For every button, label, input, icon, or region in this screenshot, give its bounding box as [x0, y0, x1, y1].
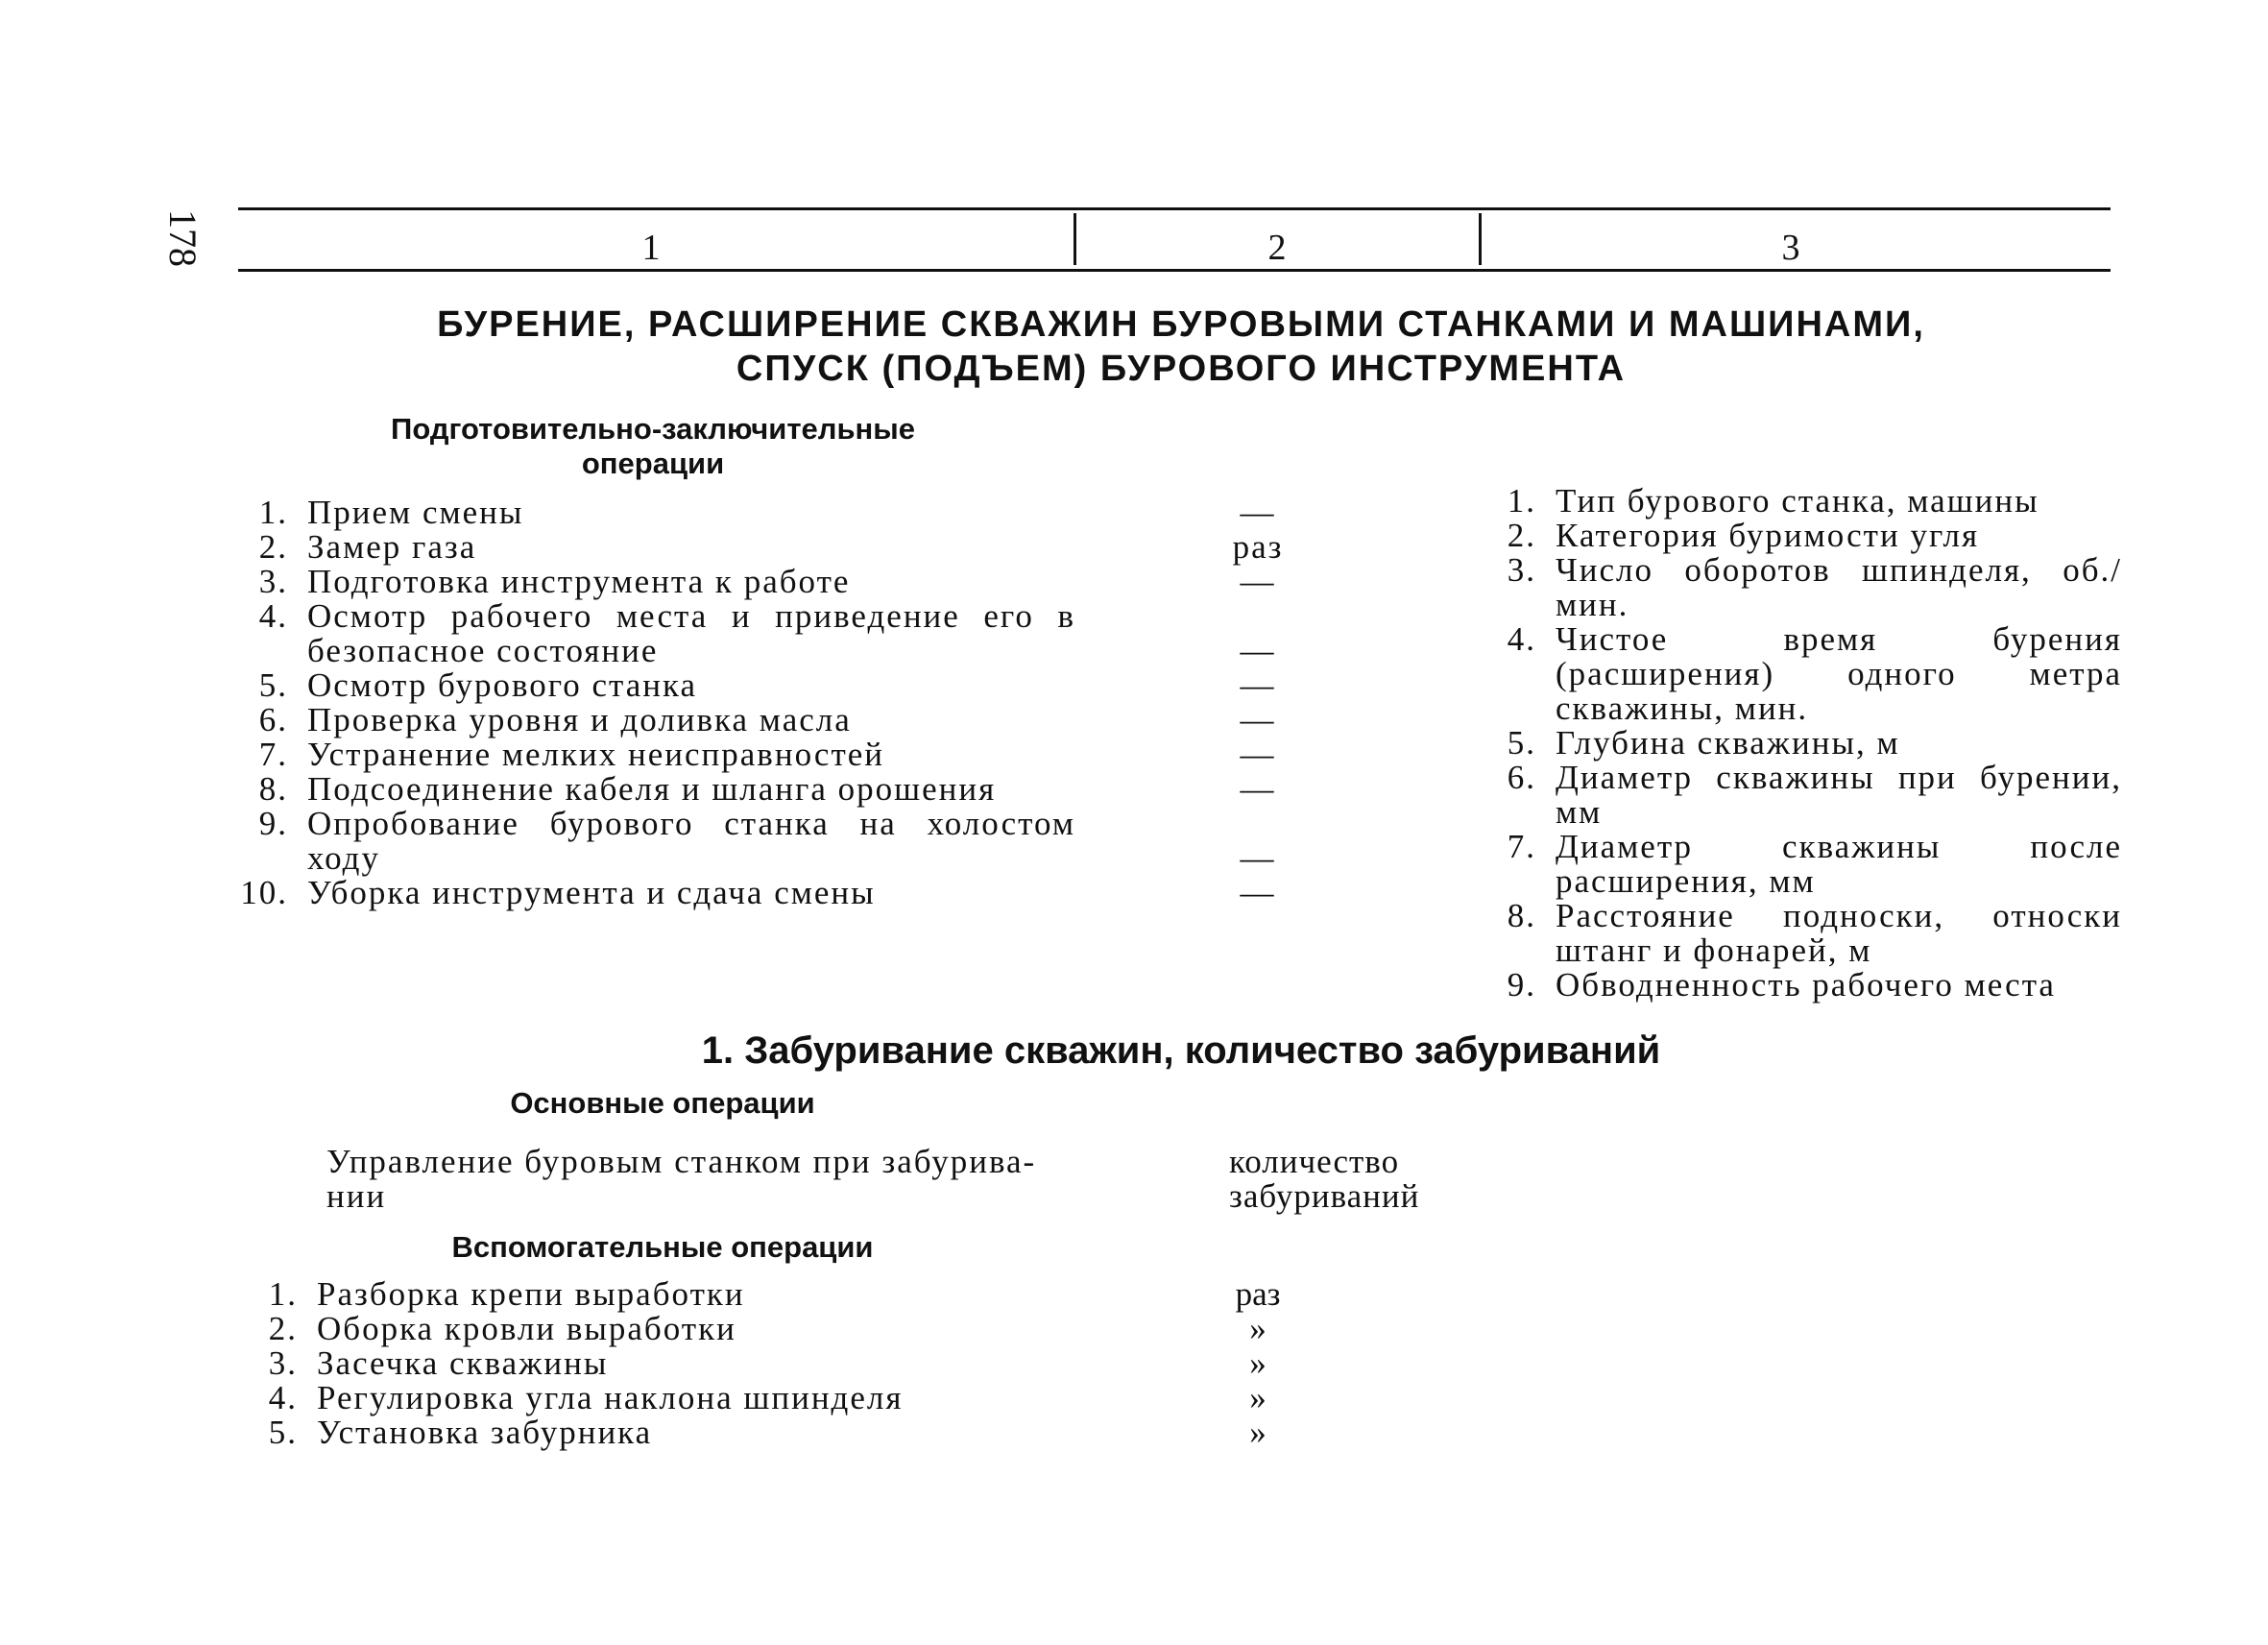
- item-number: 9.: [258, 805, 288, 842]
- item-text: Опробование бурового станка на холостом ходу: [307, 805, 1075, 877]
- item-text: Прием смены: [307, 494, 524, 531]
- aux-units-list: [1219, 1277, 1296, 1450]
- item-number: 3.: [1507, 551, 1536, 589]
- factors-list: [1479, 484, 2122, 1003]
- item-number: 3.: [258, 563, 288, 600]
- header-divider-1: [1074, 213, 1076, 265]
- list-item: [230, 738, 1075, 772]
- list-item: [1479, 830, 2122, 899]
- item-number: 5.: [1507, 724, 1536, 762]
- list-item: [230, 703, 1075, 738]
- list-item: [240, 1312, 1104, 1346]
- header-divider-2: [1479, 213, 1482, 265]
- item-text: Проверка уровня и доливка масла: [307, 701, 852, 738]
- item-text: Оборка кровли выработки: [317, 1310, 736, 1347]
- list-item: [240, 1277, 1104, 1312]
- item-number: 2.: [1507, 517, 1536, 554]
- item-text: Тип бурового станка, машины: [1556, 482, 2039, 520]
- item-number: 8.: [258, 770, 288, 808]
- aux-unit: раз: [1235, 1275, 1281, 1313]
- item-number: 1.: [258, 494, 288, 531]
- item-text: Число оборотов шпинделя, об./мин.: [1556, 551, 2122, 623]
- item-text: Осмотр бурового станка: [307, 666, 697, 704]
- item-number: 7.: [258, 736, 288, 773]
- item-text: Расстояние подноски, относки штанг и фонарей, м: [1556, 897, 2122, 969]
- item-text: Замер газа: [307, 528, 477, 566]
- main-title-line-1: БУРЕНИЕ, РАСШИРЕНИЕ СКВАЖИН БУРОВЫМИ СТАНКАМИ И МАШИНАМИ,: [437, 304, 1925, 345]
- item-text: Установка забурника: [317, 1414, 653, 1451]
- item-number: 2.: [268, 1310, 298, 1347]
- section-1-title: 1. Забуривание скважин, количество забуриваний: [701, 1029, 1661, 1072]
- aux-unit: »: [1249, 1379, 1267, 1416]
- item-text: Уборка инструмента и сдача смены: [307, 874, 876, 911]
- item-number: 4.: [258, 597, 288, 635]
- item-number: 10.: [240, 874, 288, 911]
- item-number: 8.: [1507, 897, 1536, 934]
- item-number: 3.: [268, 1344, 298, 1382]
- page-number: 178: [161, 209, 205, 267]
- item-number: 4.: [1507, 620, 1536, 658]
- prep-unit-6: —: [1240, 701, 1276, 738]
- prep-unit-8: —: [1240, 770, 1276, 808]
- list-item: [1479, 519, 2122, 553]
- item-number: 7.: [1507, 828, 1536, 865]
- item-text: Подсоединение кабеля и шланга орошения: [307, 770, 997, 808]
- main-title-line-2: СПУСК (ПОДЪЕМ) БУРОВОГО ИНСТРУМЕНТА: [736, 349, 1627, 389]
- aux-operations-heading: Вспомогательные операции: [451, 1230, 874, 1264]
- item-text: Обводненность рабочего места: [1556, 966, 2056, 1004]
- aux-unit: »: [1249, 1344, 1267, 1382]
- list-item: [1479, 553, 2122, 622]
- prep-operations-list: [230, 496, 1075, 910]
- list-item: [1479, 726, 2122, 761]
- prep-unit-9: —: [1240, 839, 1276, 877]
- list-item: [230, 772, 1075, 807]
- item-text: Подготовка инструмента к работе: [307, 563, 851, 600]
- list-item: [230, 496, 1075, 530]
- item-number: 2.: [258, 528, 288, 566]
- item-text: Осмотр рабочего места и приведение его в безопасное состояние: [307, 597, 1075, 669]
- item-text: Чистое время бурения (расширения) одного метра скважины, мин.: [1556, 620, 2122, 727]
- prep-unit-5: —: [1240, 666, 1276, 704]
- list-item: [230, 565, 1075, 599]
- prep-unit-3: —: [1240, 563, 1276, 600]
- prep-heading-line-2: операции: [581, 447, 725, 480]
- item-text: Регулировка угла наклона шпинделя: [317, 1379, 904, 1416]
- main-operations-heading: Основные операции: [510, 1086, 815, 1120]
- list-item: [240, 1415, 1104, 1450]
- item-number: 4.: [268, 1379, 298, 1416]
- column-number-3: 3: [1781, 228, 1800, 268]
- aux-unit: »: [1249, 1310, 1267, 1347]
- list-item: [240, 1346, 1104, 1381]
- prep-unit-2: раз: [1232, 528, 1284, 566]
- list-item: [1479, 484, 2122, 519]
- column-number-2: 2: [1267, 228, 1287, 268]
- list-item: [1479, 968, 2122, 1003]
- item-text: Глубина скважины, м: [1556, 724, 1900, 762]
- main-operation-text-line-1: Управление буровым станком при забурива-: [326, 1143, 1037, 1180]
- aux-operations-list: [240, 1277, 1104, 1450]
- header-bottom-rule: [238, 269, 2111, 272]
- list-item: [230, 668, 1075, 703]
- prep-unit-7: —: [1240, 736, 1276, 773]
- item-number: 5.: [258, 666, 288, 704]
- list-item: [230, 599, 1075, 668]
- main-operation-unit-line-2: забуриваний: [1229, 1177, 1420, 1215]
- main-operation-unit-line-1: количество: [1229, 1143, 1400, 1180]
- column-number-1: 1: [641, 228, 661, 268]
- list-item: [240, 1381, 1104, 1415]
- main-operation-text-line-2: нии: [326, 1177, 387, 1215]
- item-number: 1.: [268, 1275, 298, 1313]
- item-number: 1.: [1507, 482, 1536, 520]
- list-item: [1479, 622, 2122, 726]
- item-number: 5.: [268, 1414, 298, 1451]
- item-text: Разборка крепи выработки: [317, 1275, 745, 1313]
- list-item: [230, 807, 1075, 876]
- item-number: 6.: [258, 701, 288, 738]
- prep-heading-line-1: Подготовительно-заключительные: [391, 412, 915, 446]
- item-number: 6.: [1507, 759, 1536, 796]
- list-item: [230, 876, 1075, 910]
- prep-unit-1: —: [1240, 494, 1276, 531]
- item-text: Устранение мелких неисправностей: [307, 736, 885, 773]
- item-text: Диаметр скважины при бурении, мм: [1556, 759, 2122, 831]
- header-top-rule: [238, 207, 2111, 210]
- list-item: [1479, 761, 2122, 830]
- list-item: [230, 530, 1075, 565]
- aux-unit: »: [1249, 1414, 1267, 1451]
- prep-unit-10: —: [1240, 874, 1276, 911]
- item-text: Диаметр скважины после расширения, мм: [1556, 828, 2122, 900]
- prep-unit-4: —: [1240, 632, 1276, 669]
- list-item: [1479, 899, 2122, 968]
- item-text: Категория буримости угля: [1556, 517, 1980, 554]
- item-text: Засечка скважины: [317, 1344, 609, 1382]
- item-number: 9.: [1507, 966, 1536, 1004]
